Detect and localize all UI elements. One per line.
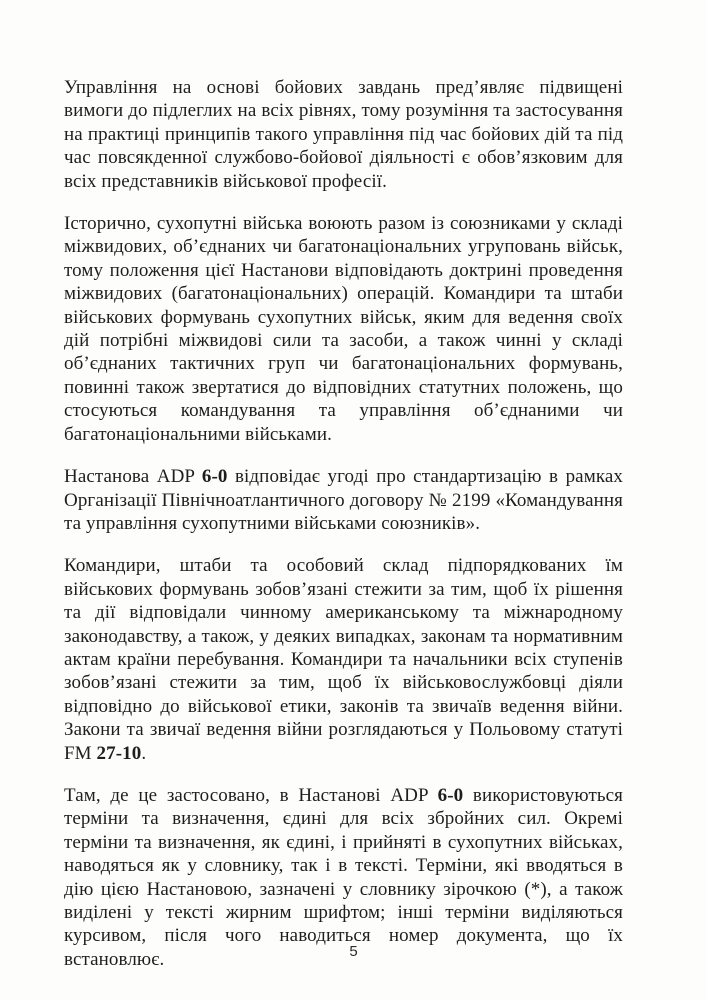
bold-term: 27-10	[96, 742, 142, 764]
text-run: Настанова ADP	[64, 466, 202, 488]
text-run: Командири, штаби та особовий склад підпорядкованих їм військових формувань зобов’язані стежити за тим, щоб їх рішення та дії відповідали чинному американському та міжнародному законодавству, а також, у деяких випадках, законам та нормативним актам країни перебування. Командири та начальники всіх ступенів зобов’язані стежити за тим, щоб їх військовослужбовці діяли відповідно до військової етики, законів та звичаїв ведення війни. Закони та звичаї ведення війни розглядаються у Польовому статуті FM	[64, 555, 623, 764]
bold-term: 6-0	[437, 784, 464, 806]
text-run: Там, де це застосовано, в Настанові ADP	[64, 784, 438, 806]
bold-term: 6-0	[201, 466, 228, 488]
paragraph-law-of-war	[64, 554, 623, 765]
text-run: Історично, сухопутні війська воюють разом із союзниками у складі міжвидових, об’єднаних чи багатонаціональних угруповань військ, тому положення цієї Настанови відповідають доктрині проведення міжвидових (багатонаціональних) операцій. Командири та штаби військових формувань сухопутних військ, яким для ведення своїх дій потрібні міжвидові сили та засоби, а також чинні у складі об’єднаних тактичних груп чи багатонаціональних формувань, повинні також звертатися до відповідних статутних положень, що стосуються командування та управління об’єднаними чи багатонаціональними військами.	[64, 213, 623, 445]
paragraph-mission-command	[64, 76, 623, 193]
page-number: 5	[349, 943, 358, 960]
text-run: відповідає угоді про стандартизацію в рамках Організації Північноатлантичного договору № 2199 «Командування та управління сухопутними військами союзників».	[64, 466, 623, 534]
text-run: .	[141, 742, 147, 764]
paragraph-nato-standardization	[64, 465, 623, 535]
body-text	[64, 76, 623, 971]
text-run: Управління на основі бойових завдань пред’являє підвищені вимоги до підлеглих на всіх рівнях, тому розуміння та застосування на практиці принципів такого управління під час бойових дій та під час повсякденної службово-бойової діяльності є обов’язковим для всіх представників військової професії.	[64, 77, 623, 192]
paragraph-joint-operations	[64, 212, 623, 446]
text-run: використовуються терміни та визначення, єдині для всіх збройних сил. Окремі терміни та визначення, як єдині, і прийняті в сухопутних військах, наводяться як у словнику, так і в тексті. Терміни, які вводяться в дію цією Настановою, зазначені у словнику зірочкою (*), а також виділені у тексті жирним шрифтом; інші терміни виділяються курсивом, після чого наводиться номер документа, що їх встановлює.	[64, 784, 623, 970]
